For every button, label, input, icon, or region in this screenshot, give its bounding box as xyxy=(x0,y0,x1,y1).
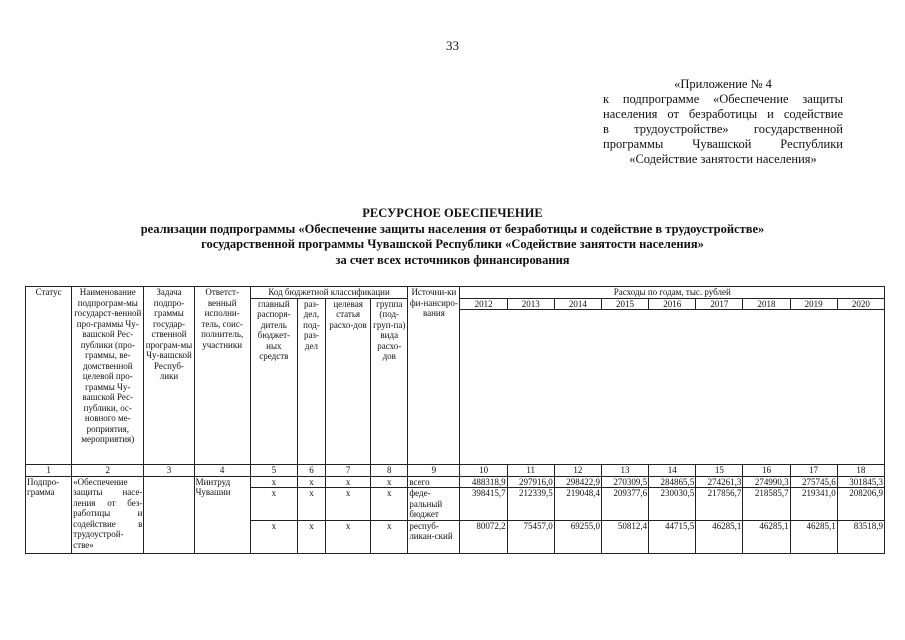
header-year: 2014 xyxy=(554,298,601,310)
value-cell: 69255,0 xyxy=(554,520,601,553)
value-cell: 230030,5 xyxy=(649,488,696,521)
column-number: 6 xyxy=(297,465,325,477)
document-title xyxy=(0,206,905,268)
code-cell: x xyxy=(250,488,297,521)
page-number: 33 xyxy=(446,38,459,53)
header-year: 2017 xyxy=(696,298,743,310)
code-cell: x xyxy=(250,476,297,488)
column-number: 1 xyxy=(26,465,72,477)
column-number: 15 xyxy=(696,465,743,477)
value-cell: 217856,7 xyxy=(696,488,743,521)
column-number: 8 xyxy=(371,465,408,477)
code-cell: x xyxy=(326,488,371,521)
column-number: 4 xyxy=(194,465,250,477)
value-cell: 80072,2 xyxy=(460,520,507,553)
source-cell: феде-ральный бюджет xyxy=(408,488,460,521)
header-responsible: Ответст-венный исполни-тель, соис-полнитель, участники xyxy=(194,287,250,465)
code-cell: x xyxy=(371,488,408,521)
value-cell: 209377,6 xyxy=(601,488,648,521)
header-status: Статус xyxy=(26,287,72,465)
header-code-main: главный распоря-дитель бюджет-ных средств xyxy=(250,298,297,465)
appendix-line-5: программы Чувашской Республики xyxy=(603,137,843,151)
value-cell: 297916,0 xyxy=(507,476,554,488)
column-number: 18 xyxy=(837,465,884,477)
header-code-group: группа (под-груп-па) вида расхо-дов xyxy=(371,298,408,465)
title-line-1: РЕСУРСНОЕ ОБЕСПЕЧЕНИЕ xyxy=(362,206,543,220)
appendix-line-2: к подпрограмме «Обеспечение защиты xyxy=(603,92,843,106)
header-year: 2013 xyxy=(507,298,554,310)
title-line-4: за счет всех источников финансирования xyxy=(335,252,570,267)
header-task: Задача подпро-граммы государ-ственной програм-мы Чу-вашской Респуб-лики xyxy=(144,287,194,465)
appendix-line-6: «Содействие занятости населения» xyxy=(629,152,817,166)
title-line-2: реализации подпрограммы «Обеспечение защиты населения от безработицы и содействие в трудоустройстве» xyxy=(140,221,765,236)
header-year: 2016 xyxy=(649,298,696,310)
code-cell: x xyxy=(297,520,325,553)
column-number: 9 xyxy=(408,465,460,477)
appendix-note xyxy=(603,77,843,167)
header-year: 2012 xyxy=(460,298,507,310)
header-year: 2019 xyxy=(790,298,837,310)
header-year: 2020 xyxy=(837,298,884,310)
column-number: 7 xyxy=(326,465,371,477)
header-expenses: Расходы по годам, тыс. рублей xyxy=(460,287,885,299)
value-cell: 75457,0 xyxy=(507,520,554,553)
table-row xyxy=(26,476,885,488)
value-cell: 50812,4 xyxy=(601,520,648,553)
header-budget-code: Код бюджетной классификации xyxy=(250,287,408,299)
column-number: 11 xyxy=(507,465,554,477)
source-cell: респуб-ликан-ский xyxy=(408,520,460,553)
value-cell: 298422,9 xyxy=(554,476,601,488)
value-cell: 284865,5 xyxy=(649,476,696,488)
header-year: 2015 xyxy=(601,298,648,310)
value-cell: 398415,7 xyxy=(460,488,507,521)
value-cell: 488318,9 xyxy=(460,476,507,488)
value-cell: 46285,1 xyxy=(696,520,743,553)
value-cell: 218585,7 xyxy=(743,488,790,521)
column-number: 16 xyxy=(743,465,790,477)
value-cell: 219341,0 xyxy=(790,488,837,521)
header-code-section: раз-дел, под-раз-дел xyxy=(297,298,325,465)
code-cell: x xyxy=(371,476,408,488)
header-code-target: целевая статья расхо-дов xyxy=(326,298,371,465)
code-cell: x xyxy=(326,476,371,488)
value-cell: 274261,3 xyxy=(696,476,743,488)
column-number: 17 xyxy=(790,465,837,477)
code-cell: x xyxy=(371,520,408,553)
row-task xyxy=(144,476,194,553)
header-source: Источни-ки фи-нансиро-вания xyxy=(408,287,460,465)
value-cell: 270309,5 xyxy=(601,476,648,488)
header-years-spacer xyxy=(460,310,885,465)
value-cell: 83518,9 xyxy=(837,520,884,553)
code-cell: x xyxy=(297,476,325,488)
value-cell: 46285,1 xyxy=(743,520,790,553)
value-cell: 301845,3 xyxy=(837,476,884,488)
appendix-line-1: «Приложение № 4 xyxy=(674,77,772,91)
value-cell: 212339,5 xyxy=(507,488,554,521)
appendix-line-3: населения от безработицы и содействие xyxy=(603,107,843,121)
code-cell: x xyxy=(250,520,297,553)
header-name: Наименование подпрограм-мы государст-венной про-граммы Чу-вашской Рес-публики (про-граммы, ве-домственной целевой про-граммы Чу-вашской Рес-публики, ос-новного ме-роприятия, мероприятия) xyxy=(72,287,144,465)
value-cell: 219048,4 xyxy=(554,488,601,521)
header-year: 2018 xyxy=(743,298,790,310)
column-number: 3 xyxy=(144,465,194,477)
column-number: 2 xyxy=(72,465,144,477)
value-cell: 274990,3 xyxy=(743,476,790,488)
column-number: 14 xyxy=(649,465,696,477)
title-line-3: государственной программы Чувашской Республики «Содействие занятости населения» xyxy=(201,237,704,251)
resource-table xyxy=(25,286,885,554)
source-cell: всего xyxy=(408,476,460,488)
row-responsible: Минтруд Чувашии xyxy=(194,476,250,553)
column-number: 5 xyxy=(250,465,297,477)
row-name: «Обеспечение защиты насе-ления от без-работицы и содействие в трудоустрой-стве» xyxy=(72,476,144,553)
column-number: 13 xyxy=(601,465,648,477)
value-cell: 44715,5 xyxy=(649,520,696,553)
code-cell: x xyxy=(297,488,325,521)
appendix-line-4: в трудоустройстве» государственной xyxy=(603,122,843,136)
value-cell: 275745,6 xyxy=(790,476,837,488)
value-cell: 208206,9 xyxy=(837,488,884,521)
value-cell: 46285,1 xyxy=(790,520,837,553)
row-status: Подпро-грамма xyxy=(26,476,72,553)
code-cell: x xyxy=(326,520,371,553)
column-number: 12 xyxy=(554,465,601,477)
column-number: 10 xyxy=(460,465,507,477)
